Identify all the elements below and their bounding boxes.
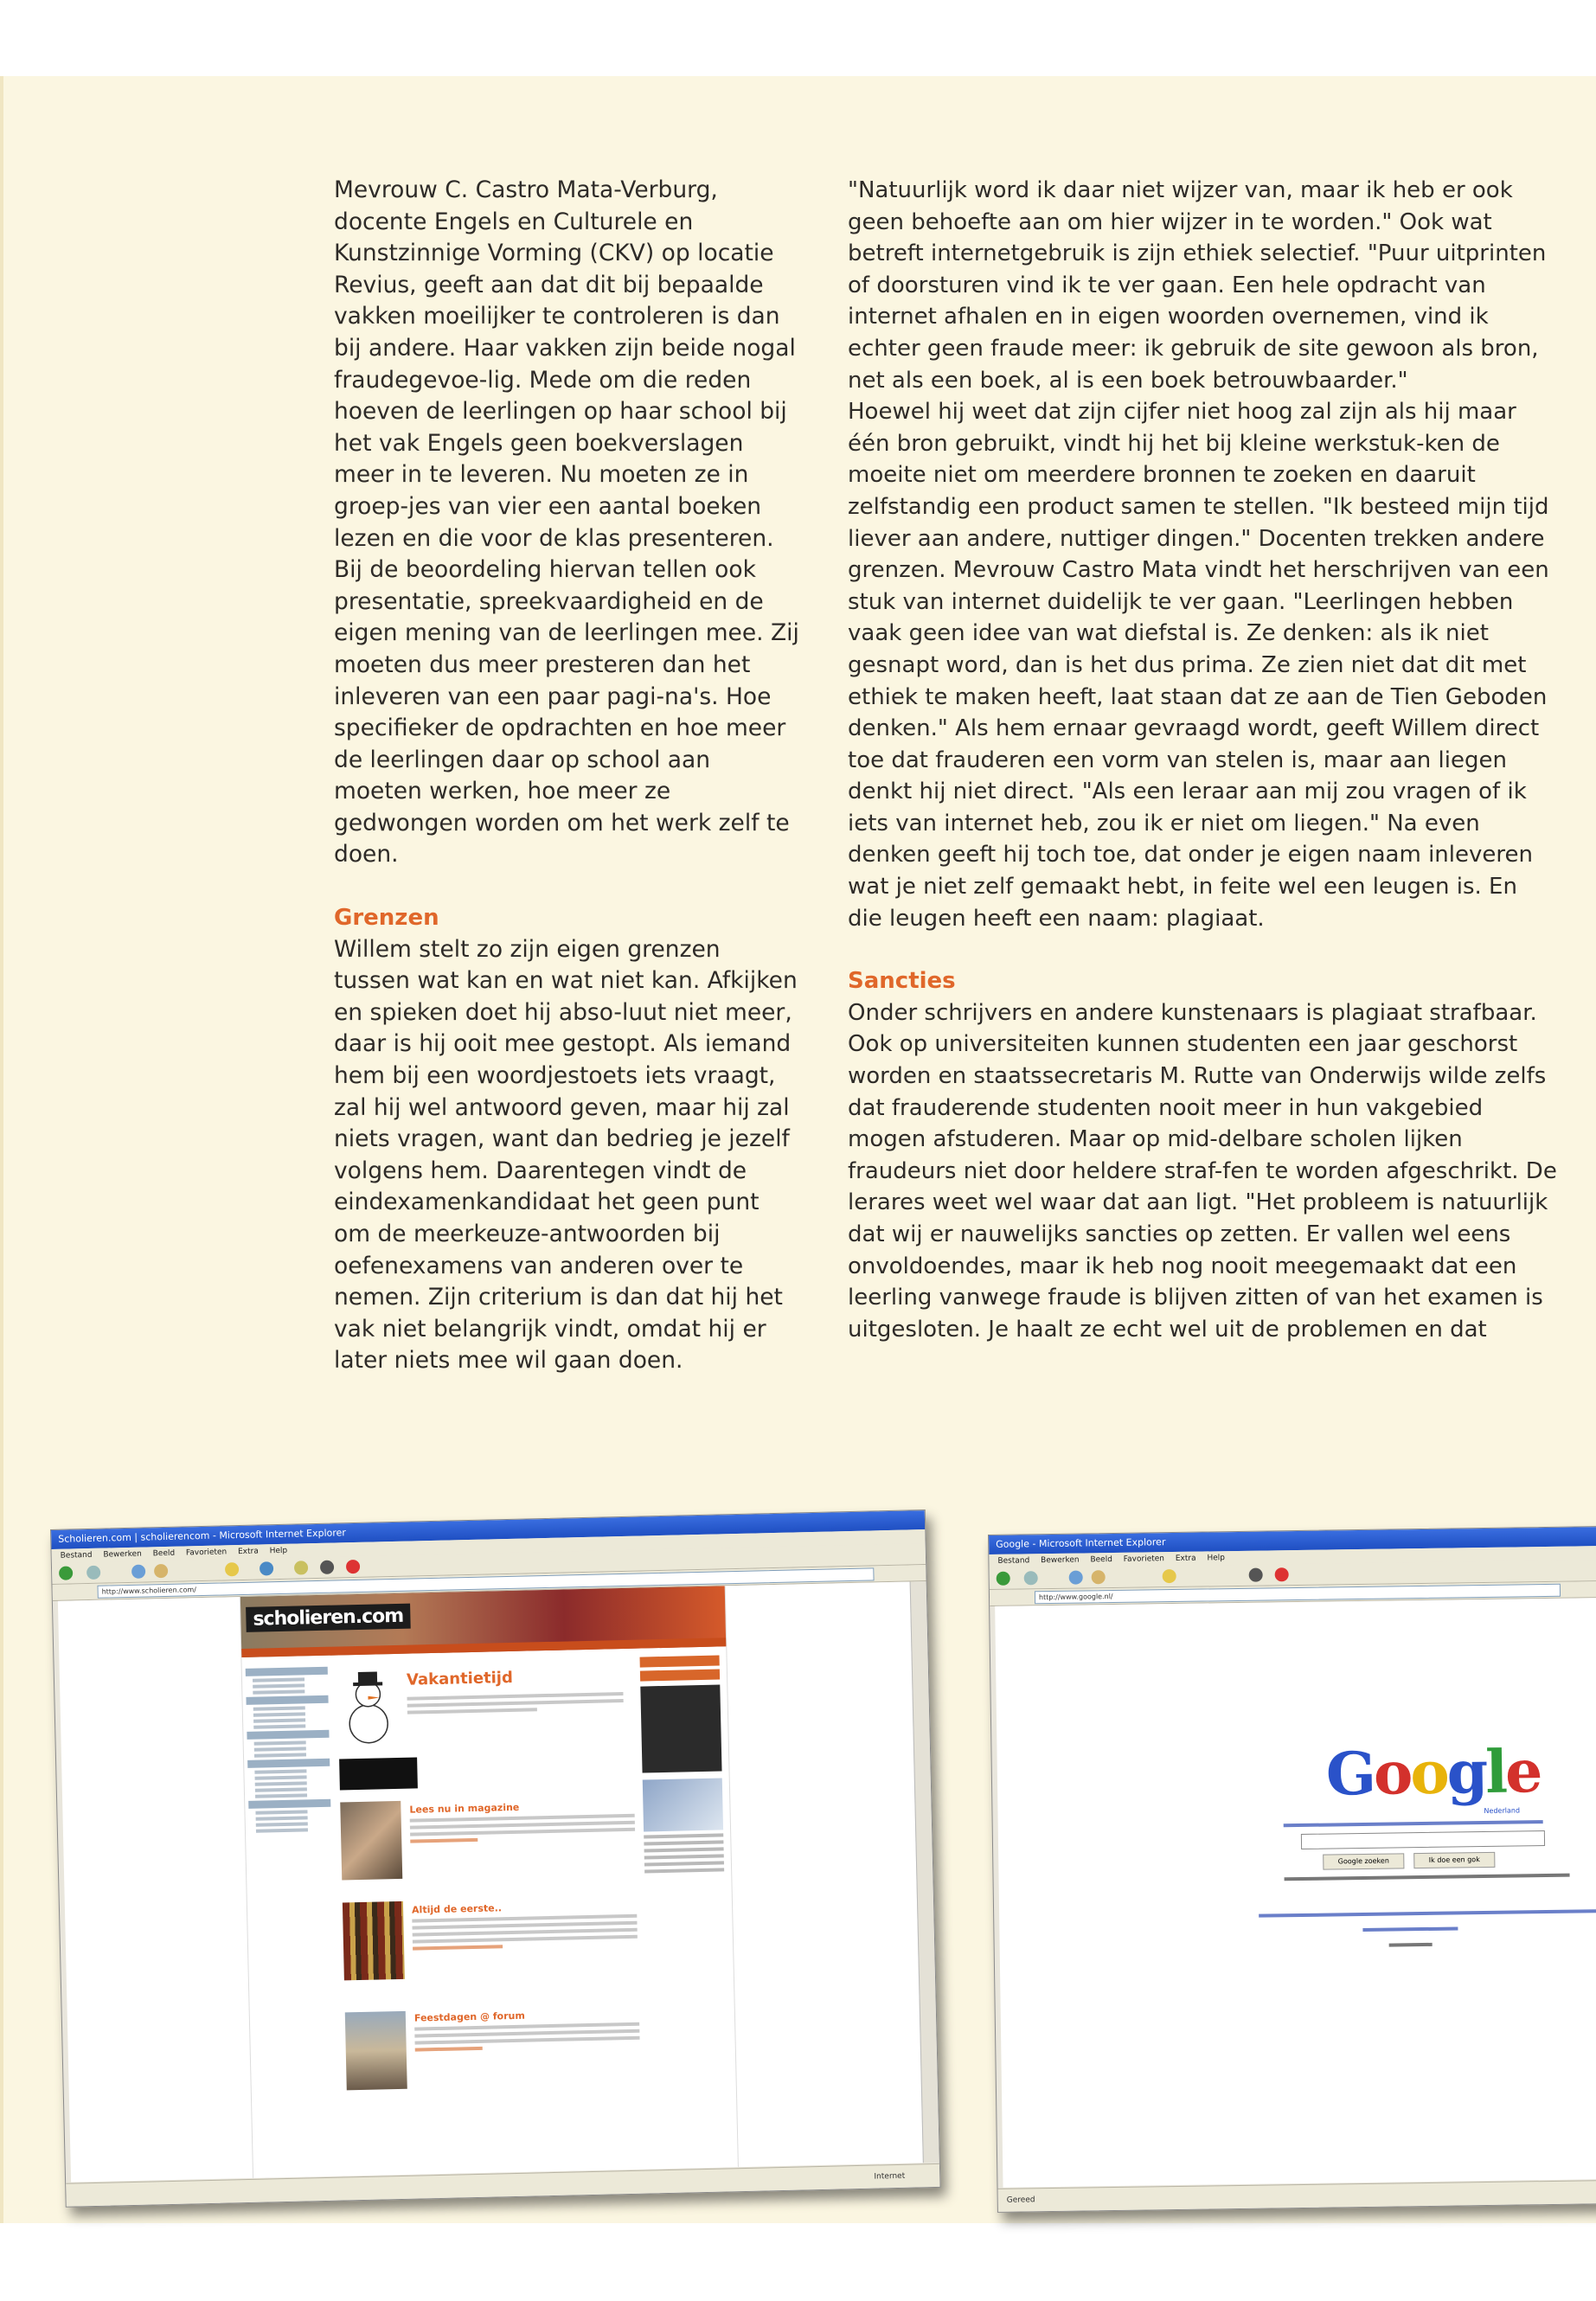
history-icon	[260, 1561, 273, 1575]
browser-content	[58, 1581, 924, 2182]
site-nav	[241, 1638, 726, 1657]
logo-letter: e	[1504, 1737, 1541, 1807]
sidebar-link	[256, 1828, 308, 1832]
copyright	[1389, 1943, 1433, 1947]
sidebar-link	[254, 1740, 306, 1745]
logo-letter: o	[1409, 1738, 1448, 1809]
text-line	[644, 1847, 724, 1852]
site-logo: scholieren.com	[246, 1604, 410, 1632]
print-icon	[320, 1561, 334, 1574]
body-paragraph: Hoewel hij weet dat zijn cijfer niet hoog zal zijn als hij maar één bron gebruikt, vindt hij het bij kleine werkstuk-ken de moeite niet om meerdere bronnen te zoeken en daaruit zelfstandig een product samen te stellen. "Ik besteed mijn tijd liever aan andere, nuttiger dingen." Docenten trekken andere grenzen. Mevrouw Castro Mata vindt het herschrijven van een stuk van internet duidelijk te ver gaan. "Leerlingen hebben vaak geen idee van wat diefstal is. Ze denken: als ik niet gesnapt word, dan is het dus prima. Ze zien niet dat dit met ethiek te maken heeft, laat staan dat ze aan de Tien Geboden denken." Als hem ernaar gevraagd wordt, geeft Willem direct toe dat frauderen een vorm van stelen is, maar aan liegen denkt hij niet direct. "Als een leraar aan mij zou vragen of ik iets van internet heb, zou ik er niet om liegen." Na even denken geeft hij toch toe, dat onder je eigen naam inleveren wat je niet zelf gemaakt hebt, in feite wel een leugen is. En die leugen heeft een naam: plagiaat.	[848, 399, 1549, 932]
text-line	[407, 1708, 537, 1714]
magazine-block	[340, 1787, 637, 1898]
refresh-icon	[1069, 1570, 1083, 1584]
sidebar-block	[247, 1730, 329, 1740]
logo-letter: g	[1446, 1737, 1486, 1808]
logo-sub: Nederland	[1484, 1806, 1521, 1816]
page-edge	[0, 76, 3, 2223]
search-input[interactable]	[1301, 1830, 1545, 1849]
heading-sancties: Sancties	[848, 968, 956, 995]
favorites-icon	[225, 1562, 239, 1576]
login-box[interactable]	[640, 1655, 720, 1667]
featured-block	[337, 1657, 634, 1794]
section-forum: Feestdagen @ forum	[413, 2009, 526, 2024]
forward-icon	[1024, 1571, 1038, 1585]
menu-bar: Bestand Bewerken Beeld Favorieten Extra Help	[989, 1546, 1596, 1568]
text-line	[644, 1861, 724, 1866]
more-link[interactable]	[410, 1838, 478, 1843]
books-thumb	[343, 1901, 405, 1981]
logo-letter: l	[1484, 1737, 1506, 1807]
register-box[interactable]	[640, 1669, 720, 1681]
sidebar-link	[253, 1724, 305, 1728]
menu-bar: Bestand Bewerken Beeld Favorieten Extra Help	[52, 1529, 926, 1563]
logo-letter: G	[1325, 1739, 1375, 1810]
mail-icon	[294, 1561, 308, 1574]
more-link[interactable]	[415, 2047, 483, 2052]
sidebar-link	[255, 1781, 307, 1785]
sidebar-link	[254, 1769, 306, 1773]
text-line	[644, 1854, 724, 1859]
forward-icon	[87, 1566, 100, 1580]
sidebar-link	[255, 1775, 307, 1779]
status-text: Gereed	[1006, 2195, 1035, 2205]
home-icon	[1092, 1570, 1106, 1584]
text-line	[410, 1828, 635, 1836]
grenzen-paragraph: Willem stelt zo zijn eigen grenzen tussen wat kan en wat niet kan. Afkijken en spieken doet hij abso-luut niet meer, daar is hij ooit mee gestopt. Als iemand hem bij een woordjestoets iets vraagt, zal hij wel antwoord geven, maar hij zal niets vragen, want dan bedrieg je jezelf volgens hem. Daarentegen vindt de eindexamenkandidaat het geen punt om de meerkeuze-antwoorden bij oefenexamens van anderen over te nemen. Zijn criterium is dan dat hij het vak niet belangrijk vindt, omdat hij er later niets mee wil gaan doen.	[334, 935, 798, 1375]
site-main	[337, 1657, 642, 2110]
address-field: http://www.google.nl/	[1035, 1584, 1561, 1604]
search-button[interactable]: Google zoeken	[1323, 1853, 1404, 1869]
sidebar-link	[253, 1677, 304, 1682]
snowman-icon	[337, 1663, 400, 1751]
sidebar-link	[253, 1718, 305, 1722]
sidebar-link	[255, 1810, 307, 1814]
address-field: http://www.scholieren.com/	[97, 1567, 874, 1598]
sidebar-link	[253, 1712, 305, 1716]
text-line	[415, 2036, 640, 2045]
sidebar-block	[246, 1667, 328, 1676]
sidebar-link	[256, 1822, 308, 1826]
back-icon	[997, 1572, 1010, 1586]
favorites-icon	[1163, 1569, 1176, 1583]
sidebar-block	[246, 1695, 328, 1705]
screenshot-google	[988, 1526, 1596, 2213]
back-icon	[59, 1566, 73, 1580]
sancties-paragraph: Onder schrijvers en andere kunstenaars is plagiaat strafbaar. Ook op universiteiten kunnen studenten een jaar geschorst worden en staatssecretaris M. Rutte van Onderwijs wilde zelfs dat frauderende studenten nooit meer in hun vakgebied mogen afstuderen. Maar op mid-delbare scholen lijken fraudeurs niet door heldere straf-fen te worden afgeschrikt. De lerares weet wel waar dat aan ligt. "Het probleem is natuurlijk dat wij er nauwelijks sancties op zetten. Er vallen wel eens onvoldoendes, maar ik heb nog nooit meegemaakt dat een leerling vanwege fraude is blijven zitten of van het examen is uitgesloten. Je haalt ze echt wel uit de problemen en dat	[848, 999, 1557, 1343]
text-line	[644, 1833, 723, 1838]
intro-paragraph: Mevrouw C. Castro Mata-Verburg, docente Engels en Culturele en Kunstzinnige Vorming (CKV) op locatie Revius, geeft aan dat dit bij bepaalde vakken moeilijker te controleren is dan bij andere. Haar vakken zijn beide nogal fraudegevoe-lig. Mede om die reden hoeven de leerlingen op haar school bij het vak Engels geen boekverslagen meer in te leveren. Nu moeten ze in groep-jes van vier een aantal boeken lezen en die voor de klas presenteren. Bij de beoordeling hiervan tellen ook presentatie, spreekvaardigheid en de eigen mening van de leerlingen mee. Zij moeten dus meer presteren dan het inleveren van een paar pagi-na's. Hoe specifieker de opdrachten en hoe meer de leerlingen daar op school aan moeten werken, hoe meer ze gedwongen worden om het werk zelf te doen.	[334, 176, 799, 868]
messenger-icon	[1275, 1567, 1289, 1581]
lucky-button[interactable]: Ik doe een gok	[1413, 1852, 1495, 1868]
sidebar-link	[254, 1753, 306, 1757]
logo-letter: o	[1373, 1739, 1411, 1809]
section-magazine: Lees nu in magazine	[409, 1801, 520, 1816]
tab-links[interactable]	[1284, 1820, 1543, 1827]
left-column	[334, 175, 801, 1377]
print-icon	[1249, 1568, 1263, 1582]
search-options[interactable]	[1285, 1874, 1570, 1881]
sidebar-link	[255, 1793, 307, 1798]
site-header	[240, 1586, 726, 1657]
zone-label: Internet	[874, 2171, 906, 2182]
google-logo	[1325, 1737, 1541, 1809]
right-column	[848, 175, 1557, 1345]
footer-links[interactable]	[1259, 1909, 1596, 1918]
site-sidebar	[246, 1664, 331, 1836]
more-link[interactable]	[413, 1945, 503, 1950]
heading-grenzen: Grenzen	[334, 905, 439, 932]
quote-paragraph: "Natuurlijk word ik daar niet wijzer van, maar ik heb er ook geen behoefte aan om hier wijzer in te worden." Ook wat betreft internetgebruik is zijn ethiek selectief. "Puur uitprinten of doorsturen vind ik te ver gaan. Een hele opdracht van internet afhalen en in eigen woorden overnemen, vind ik echter geen fraude meer: ik gebruik de site gewoon als bron, net als een boek, al is een boek betrouwbaarder."	[848, 177, 1547, 394]
forum-block	[345, 1999, 642, 2110]
about-link[interactable]	[1362, 1926, 1458, 1932]
sidebar-block	[247, 1759, 330, 1768]
headline-vakantietijd: Vakantietijd	[406, 1668, 514, 1689]
sidebar-link	[255, 1787, 307, 1791]
home-icon	[154, 1564, 168, 1578]
site-right-column	[640, 1655, 725, 1876]
forum-thumb	[345, 2011, 407, 2091]
text-line	[644, 1868, 724, 1873]
window-titlebar: Google - Microsoft Internet Explorer	[989, 1527, 1596, 1554]
sidebar-link	[253, 1706, 305, 1710]
browser-content	[995, 1598, 1596, 2188]
screenshot-scholieren	[50, 1509, 941, 2208]
messenger-icon	[346, 1560, 360, 1574]
scholieren-site	[240, 1586, 739, 2178]
piano-image	[339, 1757, 418, 1790]
text-line	[413, 1935, 638, 1944]
window-titlebar: Scholieren.com | scholierencom - Microsoft Internet Explorer	[51, 1510, 925, 1549]
sidebar-link	[253, 1689, 304, 1694]
ad-block	[640, 1684, 721, 1772]
sidebar-block	[248, 1799, 330, 1809]
refresh-icon	[131, 1565, 145, 1579]
altijd-block	[343, 1891, 639, 2006]
text-line	[644, 1840, 723, 1845]
ad-image	[643, 1778, 723, 1831]
sidebar-link	[253, 1683, 304, 1688]
sidebar-link	[256, 1816, 308, 1820]
text-line	[407, 1699, 624, 1708]
magazine-thumb	[340, 1801, 402, 1881]
sidebar-link	[254, 1747, 306, 1751]
section-altijd: Altijd de eerste..	[411, 1902, 503, 1916]
